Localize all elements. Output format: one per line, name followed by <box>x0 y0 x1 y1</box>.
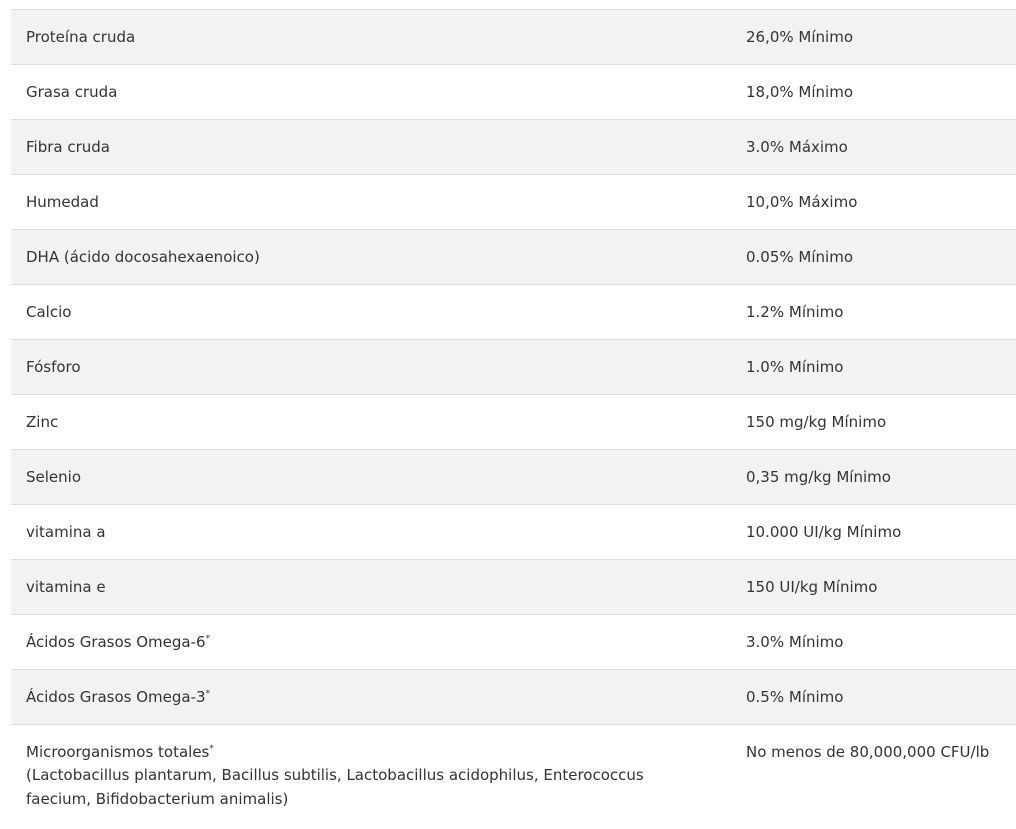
guaranteed-analysis-table <box>11 9 1016 817</box>
nutrient-label: Fibra cruda <box>26 138 110 156</box>
nutrient-value: 0,35 mg/kg Mínimo <box>746 468 891 486</box>
microorganism-list: (Lactobacillus plantarum, Bacillus subtilis, Lactobacillus acidophilus, Enterococcus faecium, Bifidobacterium animalis) <box>26 766 644 808</box>
nutrient-label: Ácidos Grasos Omega-3 <box>26 688 206 706</box>
nutrition-table-container <box>11 9 1016 817</box>
nutrient-label-cell <box>11 725 731 817</box>
table-row <box>11 725 1016 817</box>
table-row <box>11 450 1016 505</box>
table-row <box>11 65 1016 120</box>
table-row <box>11 285 1016 340</box>
nutrient-label-cell <box>11 670 731 725</box>
nutrient-value: 10.000 UI/kg Mínimo <box>746 523 902 541</box>
footnote-mark: * <box>205 689 211 699</box>
table-row <box>11 120 1016 175</box>
nutrient-label: Ácidos Grasos Omega-6 <box>26 633 206 651</box>
table-row <box>11 670 1016 725</box>
nutrient-value: No menos de 80,000,000 CFU/lb <box>746 743 990 761</box>
nutrient-value: 150 mg/kg Mínimo <box>746 413 887 431</box>
footnote-mark: * <box>209 744 214 754</box>
nutrient-label: Calcio <box>26 303 72 321</box>
nutrient-value: 3.0% Máximo <box>746 138 848 156</box>
nutrient-label: Proteína cruda <box>26 28 136 46</box>
table-row <box>11 10 1016 65</box>
nutrient-value: 0.05% Mínimo <box>746 248 853 266</box>
nutrient-label: vitamina a <box>26 523 106 541</box>
nutrient-label-cell <box>11 615 731 670</box>
footnote-mark: * <box>205 634 211 644</box>
nutrient-label: Humedad <box>26 193 99 211</box>
nutrient-label: Grasa cruda <box>26 83 118 101</box>
nutrient-label: vitamina e <box>26 578 106 596</box>
nutrient-value: 1.2% Mínimo <box>746 303 844 321</box>
table-row <box>11 340 1016 395</box>
nutrient-value: 18,0% Mínimo <box>746 83 853 101</box>
nutrient-value: 10,0% Máximo <box>746 193 858 211</box>
nutrient-value: 150 UI/kg Mínimo <box>746 578 878 596</box>
table-row <box>11 615 1016 670</box>
table-row <box>11 505 1016 560</box>
nutrient-label: DHA (ácido docosahexaenoico) <box>26 248 260 266</box>
table-row <box>11 560 1016 615</box>
nutrient-value: 3.0% Mínimo <box>746 633 844 651</box>
nutrient-value: 1.0% Mínimo <box>746 358 844 376</box>
nutrient-value: 0.5% Mínimo <box>746 688 844 706</box>
nutrient-value: 26,0% Mínimo <box>746 28 853 46</box>
table-row <box>11 175 1016 230</box>
table-row <box>11 395 1016 450</box>
nutrient-label: Selenio <box>26 468 81 486</box>
nutrient-label: Microorganismos totales <box>26 743 210 761</box>
nutrient-label: Zinc <box>26 413 59 431</box>
table-row <box>11 230 1016 285</box>
nutrient-label: Fósforo <box>26 358 81 376</box>
